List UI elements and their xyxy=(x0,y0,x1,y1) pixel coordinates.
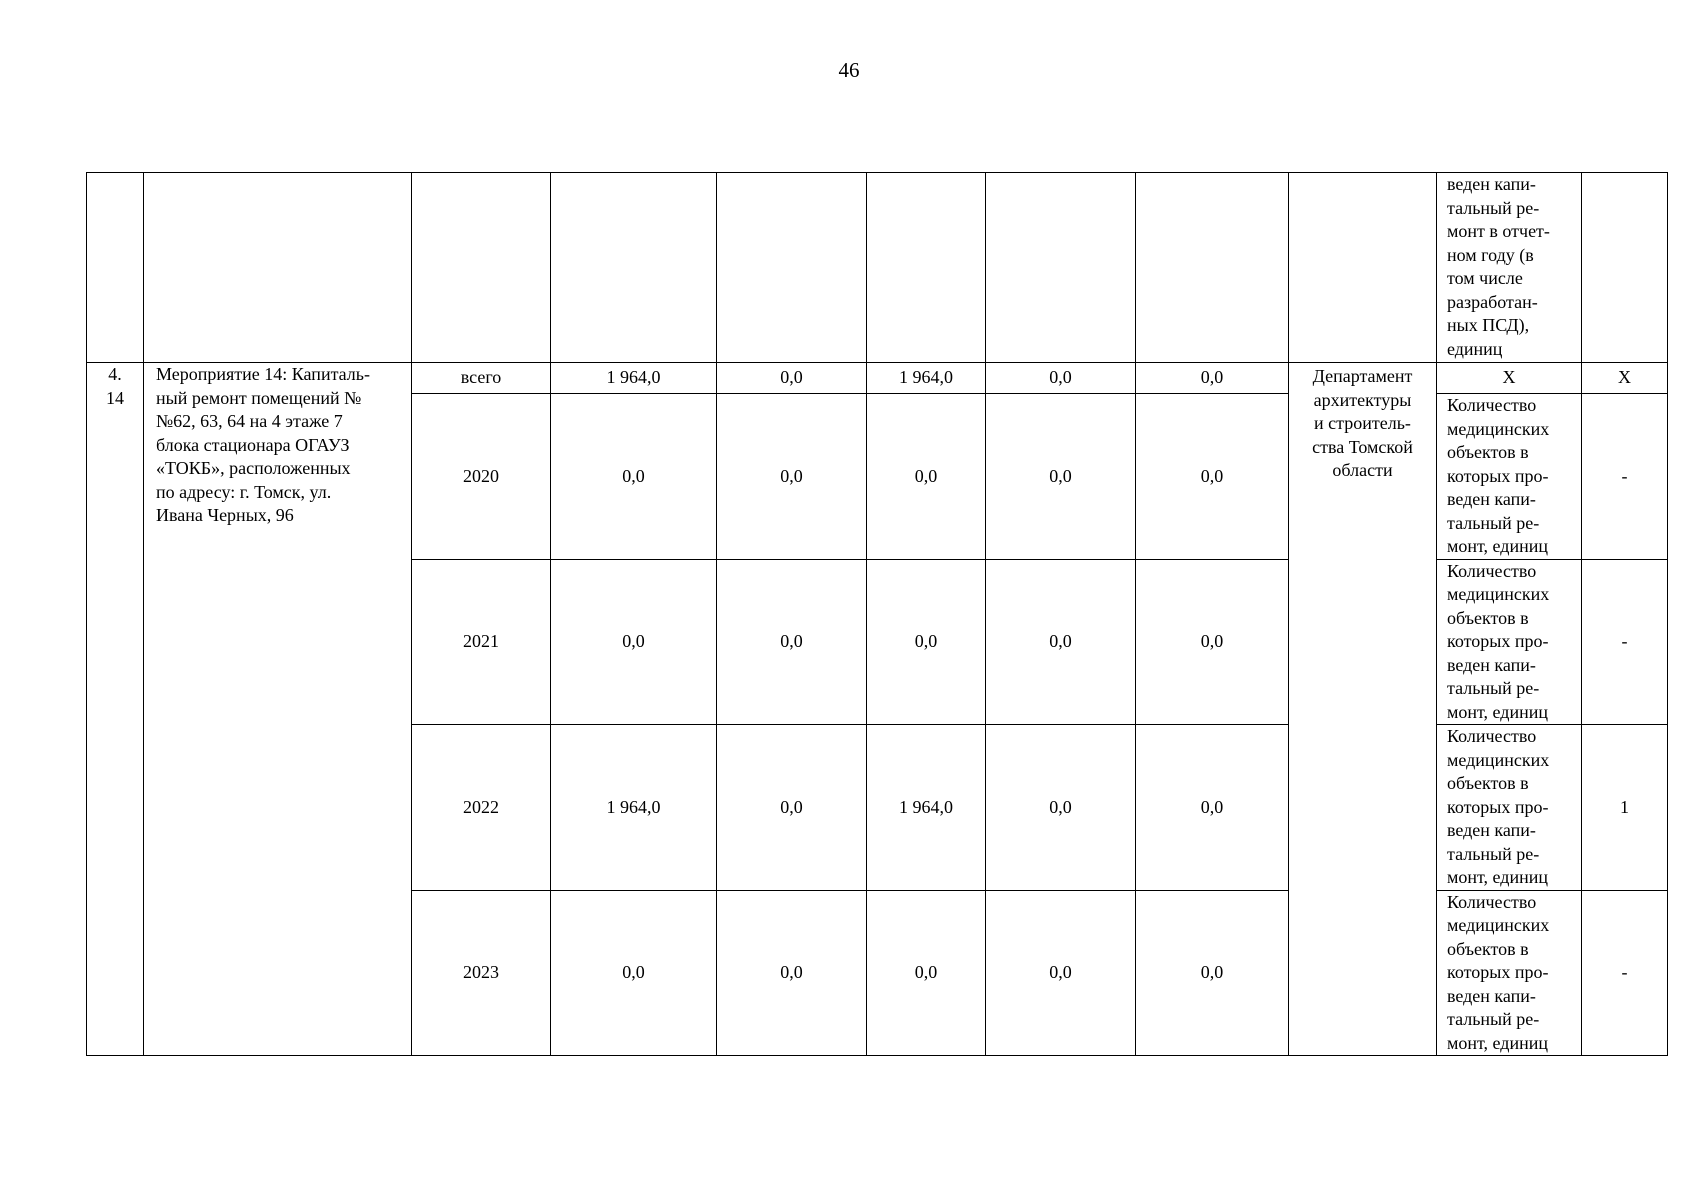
value-cell: 0,0 xyxy=(986,394,1136,560)
indicator-cell: Х xyxy=(1437,363,1582,394)
value-cell: 0,0 xyxy=(1136,363,1289,394)
event-number: 4. 14 xyxy=(87,363,144,1056)
value-cell: 0,0 xyxy=(986,725,1136,891)
indicator-cell: Количество медицинских объектов в которых про- веден капи- тальный ре- монт, единиц xyxy=(1437,890,1582,1056)
indicator-cell: Количество медицинских объектов в которых про- веден капи- тальный ре- монт, единиц xyxy=(1437,394,1582,560)
value-cell: 0,0 xyxy=(717,363,867,394)
total-cell: 0,0 xyxy=(551,890,717,1056)
value-cell: 0,0 xyxy=(1136,394,1289,560)
value-cell: 1 964,0 xyxy=(867,725,986,891)
program-table xyxy=(86,172,1668,1056)
value-cell: 0,0 xyxy=(717,394,867,560)
carryover-row xyxy=(87,173,1668,363)
table-row xyxy=(87,363,1668,394)
indicator-value-cell: - xyxy=(1582,890,1668,1056)
value-cell: 0,0 xyxy=(717,890,867,1056)
value-cell: 0,0 xyxy=(1136,725,1289,891)
value-cell: 0,0 xyxy=(1136,559,1289,725)
period-cell: 2022 xyxy=(412,725,551,891)
indicator-value-cell: Х xyxy=(1582,363,1668,394)
executor-cell: Департамент архитектуры и строитель- ства Томской области xyxy=(1289,363,1437,1056)
value-cell: 0,0 xyxy=(986,363,1136,394)
value-cell: 0,0 xyxy=(1136,890,1289,1056)
indicator-value-cell: 1 xyxy=(1582,725,1668,891)
value-cell: 0,0 xyxy=(986,890,1136,1056)
indicator-value-cell: - xyxy=(1582,394,1668,560)
period-cell: всего xyxy=(412,363,551,394)
value-cell: 0,0 xyxy=(867,394,986,560)
value-cell: 0,0 xyxy=(867,559,986,725)
value-cell: 1 964,0 xyxy=(867,363,986,394)
value-cell: 0,0 xyxy=(717,725,867,891)
indicator-cell: Количество медицинских объектов в которых про- веден капи- тальный ре- монт, единиц xyxy=(1437,559,1582,725)
total-cell: 0,0 xyxy=(551,394,717,560)
indicator-value-cell: - xyxy=(1582,559,1668,725)
carryover-indicator: веден капи- тальный ре- монт в отчет- ном году (в том числе разработан- ных ПСД), единиц xyxy=(1437,173,1582,363)
value-cell: 0,0 xyxy=(867,890,986,1056)
total-cell: 0,0 xyxy=(551,559,717,725)
value-cell: 0,0 xyxy=(717,559,867,725)
period-cell: 2021 xyxy=(412,559,551,725)
value-cell: 0,0 xyxy=(986,559,1136,725)
page-number: 46 xyxy=(838,58,860,82)
event-description: Мероприятие 14: Капиталь- ный ремонт помещений № №62, 63, 64 на 4 этаже 7 блока стационара ОГАУЗ «ТОКБ», расположенных по адресу: г. Томск, ул. Ивана Черных, 96 xyxy=(144,363,412,1056)
total-cell: 1 964,0 xyxy=(551,725,717,891)
period-cell: 2023 xyxy=(412,890,551,1056)
indicator-cell: Количество медицинских объектов в которых про- веден капи- тальный ре- монт, единиц xyxy=(1437,725,1582,891)
period-cell: 2020 xyxy=(412,394,551,560)
total-cell: 1 964,0 xyxy=(551,363,717,394)
